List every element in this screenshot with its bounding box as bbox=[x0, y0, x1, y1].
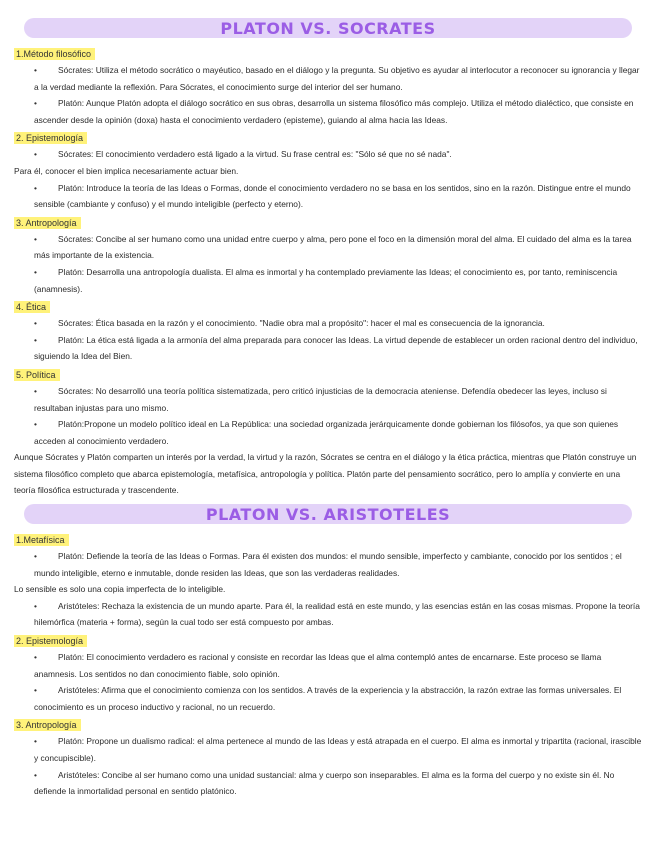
highlighted-heading: 2. Epistemología bbox=[14, 635, 87, 647]
section-title-banner bbox=[24, 504, 632, 524]
bullet-paragraph bbox=[14, 548, 642, 581]
paragraph-text: Platón: La ética está ligada a la armonía del alma preparada para conocer las Ideas. La virtud depende de establecer un orden racional dentro del individuo, siguiendo la Idea del Bien. bbox=[34, 334, 638, 362]
paragraph-text: Aristóteles: Rechaza la existencia de un mundo aparte. Para él, la realidad está en este mundo, y las esencias están en las cosas mismas. Propone la teoría hilemórfica (materia + forma), según la cual todo ser está compuesto por ambas. bbox=[34, 600, 640, 628]
paragraph-text: Platón: Defiende la teoría de las Ideas o Formas. Para él existen dos mundos: el mundo sensible, imperfecto y cambiante, conocido por los sentidos ; el mundo inteligible, eterno e inmutable, donde residen las Ideas, que son las verdaderas realidades. bbox=[34, 551, 622, 578]
paragraph-text: Aristóteles: Concibe al ser humano como una unidad sustancial: alma y cuerpo son inseparables. El alma es la forma del cuerpo y no existe sin él. No defiende la inmortalidad personal en sentido platónico. bbox=[34, 769, 615, 797]
bullet-paragraph bbox=[14, 146, 642, 163]
paragraph-text: Sócrates: No desarrolló una teoría política sistematizada, pero criticó injusticias de la democracia ateniense. Defendía obedecer las leyes, incluso si resultaban injustas para uno mismo. bbox=[34, 385, 607, 413]
section-title: PLATON VS. ARISTOTELES bbox=[205, 504, 451, 524]
highlighted-heading: 1.Método filosófico bbox=[14, 48, 95, 60]
bullet-paragraph bbox=[14, 231, 642, 264]
paragraph-text: Platón: El conocimiento verdadero es racional y consiste en recordar las Ideas que el alma contempló antes de encarnarse. Este proceso se llama anamnesis. Los sentidos no dan conocimiento fiable, solo opinión. bbox=[34, 652, 602, 679]
bullet-paragraph bbox=[14, 649, 642, 682]
bullet-paragraph bbox=[14, 332, 642, 365]
bullet-paragraph bbox=[14, 62, 642, 95]
highlighted-heading: 4. Ética bbox=[14, 301, 50, 313]
section-title-banner bbox=[24, 18, 632, 38]
bullet-paragraph bbox=[14, 95, 642, 128]
paragraph-text: Platón: Introduce la teoría de las Ideas o Formas, donde el conocimiento verdadero no se basa en los sentidos, sino en la razón. Distingue entre el mundo sensible (cambiante y confuso) y el mundo inteligible (perfecto y eterno). bbox=[34, 182, 631, 210]
paragraph-text: Para él, conocer el bien implica necesariamente actuar bien. bbox=[14, 165, 239, 176]
highlighted-heading: 5. Política bbox=[14, 369, 60, 381]
bullet-paragraph bbox=[14, 383, 642, 416]
highlighted-heading: 2. Epistemología bbox=[14, 132, 87, 144]
highlighted-heading: 3. Antropología bbox=[14, 719, 81, 731]
bullet-paragraph bbox=[14, 598, 642, 631]
section-platon-aristoteles bbox=[14, 530, 642, 800]
paragraph bbox=[14, 449, 642, 499]
bullet-paragraph bbox=[14, 180, 642, 213]
bullet-paragraph bbox=[14, 733, 642, 766]
bullet-paragraph bbox=[14, 682, 642, 715]
paragraph-text: Sócrates: Ética basada en la razón y el conocimiento. "Nadie obra mal a propósito": hacer el mal es consecuencia de la ignorancia. bbox=[58, 318, 545, 329]
paragraph bbox=[14, 163, 642, 180]
heading-row bbox=[14, 213, 642, 231]
highlighted-heading: 3. Antropología bbox=[14, 217, 81, 229]
section-title: PLATON VS. SOCRATES bbox=[220, 18, 436, 38]
heading-row bbox=[14, 44, 642, 62]
paragraph bbox=[14, 581, 642, 598]
heading-row bbox=[14, 530, 642, 548]
paragraph-text: Lo sensible es solo una copia imperfecta de lo inteligible. bbox=[14, 584, 226, 595]
paragraph-text: Platón: Aunque Platón adopta el diálogo socrático en sus obras, desarrolla un sistema filosófico más complejo. Utiliza el método dialéctico, que consiste en ascender desde la opinión (doxa) hasta el conocimiento verdadero (episteme), guiando al alma hacia las Ideas. bbox=[34, 98, 634, 125]
heading-row bbox=[14, 297, 642, 315]
section-platon-socrates bbox=[14, 44, 642, 499]
bullet-paragraph bbox=[14, 264, 642, 297]
heading-row bbox=[14, 128, 642, 146]
paragraph-text: Sócrates: Utiliza el método socrático o mayéutico, basado en el diálogo y la pregunta. Su objetivo es ayudar al interlocutor a reconocer su ignorancia y llegar a la verdad mediante la reflexión. Para Sócrates, el conocimiento surge del interior del ser humano. bbox=[34, 65, 640, 92]
heading-row bbox=[14, 631, 642, 649]
bullet-paragraph bbox=[14, 315, 642, 332]
heading-row bbox=[14, 365, 642, 383]
heading-row bbox=[14, 715, 642, 733]
paragraph-text: Aristóteles: Afirma que el conocimiento comienza con los sentidos. A través de la experiencia y la abstracción, la razón extrae las formas universales. El conocimiento es un proceso inductivo y racional, no un recuerdo. bbox=[34, 685, 622, 712]
paragraph-text: Sócrates: Concibe al ser humano como una unidad entre cuerpo y alma, pero pone el foco en la dimensión moral del alma. El cuidado del alma es la tarea más importante de la existencia. bbox=[34, 233, 632, 261]
bullet-paragraph bbox=[14, 416, 642, 449]
paragraph-text: Sócrates: El conocimiento verdadero está ligado a la virtud. Su frase central es: "Sólo sé que no sé nada". bbox=[58, 149, 452, 160]
bullet-paragraph bbox=[14, 767, 642, 800]
paragraph-text: Aunque Sócrates y Platón comparten un interés por la verdad, la virtud y la razón, Sócrates se centra en el diálogo y la ética práctica, mientras que Platón construye un sistema filosófico completo que abarca epistemología, metafísica, antropología y política. Platón parte del pensamiento socrático, pero lo amplía y convierte en una teoría filosófica estructurada y trascendente. bbox=[14, 452, 637, 496]
paragraph-text: Platón: Desarrolla una antropología dualista. El alma es inmortal y ha contemplado previamente las Ideas; el conocimiento es, por tanto, reminiscencia (anamnesis). bbox=[34, 266, 618, 294]
paragraph-text: Platón: Propone un dualismo radical: el alma pertenece al mundo de las Ideas y está atrapada en el cuerpo. El alma es inmortal y tripartita (racional, irascible y concupiscible). bbox=[34, 736, 642, 763]
paragraph-text: Platón:Propone un modelo político ideal en La República: una sociedad organizada jerárquicamente donde gobiernan los filósofos, ya que son quienes acceden al conocimiento verdadero. bbox=[34, 419, 619, 446]
highlighted-heading: 1.Metafísica bbox=[14, 534, 69, 546]
